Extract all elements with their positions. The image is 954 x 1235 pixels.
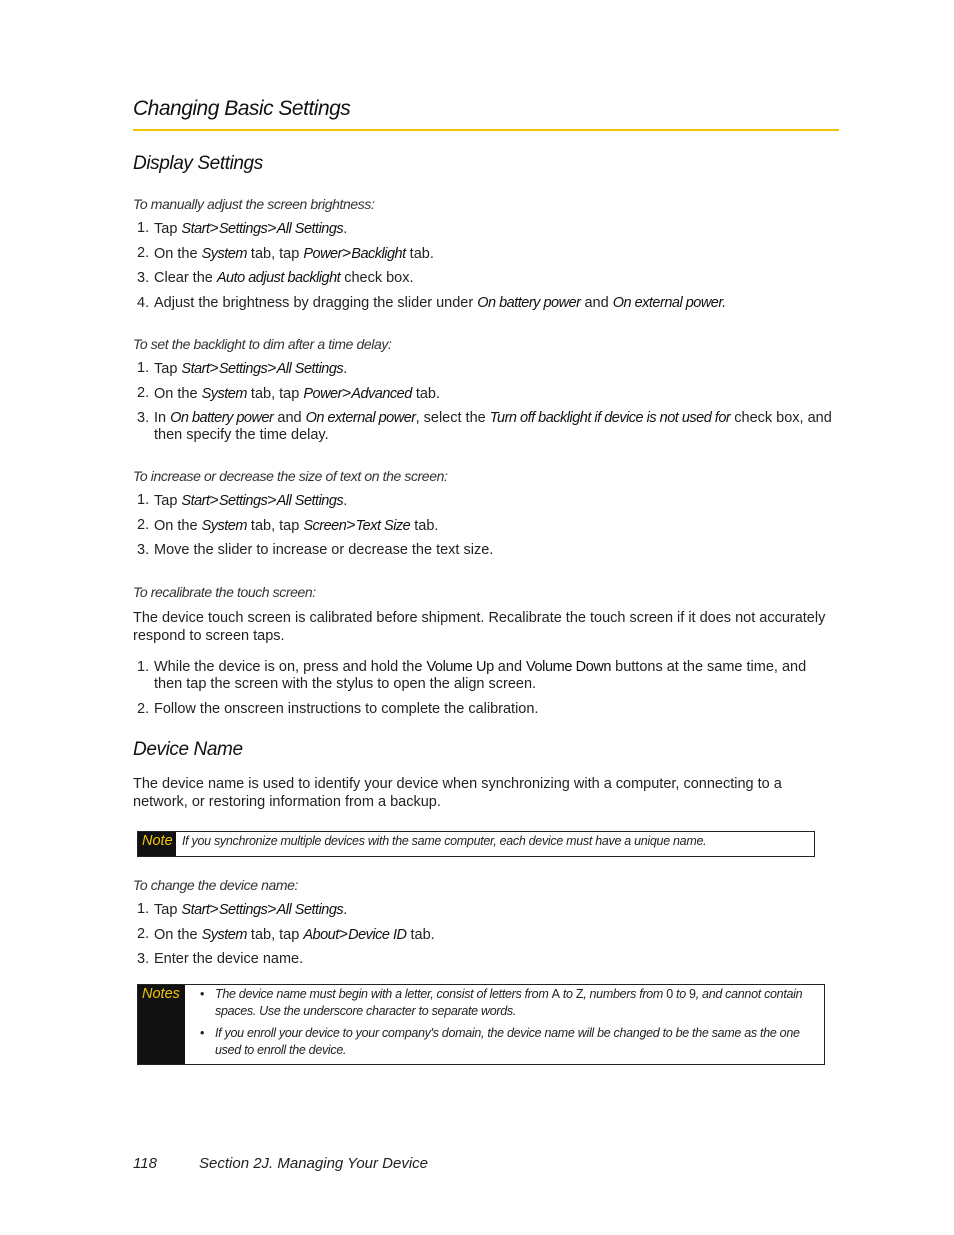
section-title: Section 2J. Managing Your Device [199, 1155, 429, 1172]
change-name-step-2: 2. On the System tab, tap About>Device ID tab. [137, 926, 435, 943]
start-menu-ref: Start [181, 221, 210, 237]
notes-box [137, 984, 825, 1065]
device-name-heading: Device Name [133, 739, 243, 760]
recalibrate-step-1: 1. While the device is on, press and hold the Volume Up and Volume Down buttons at the same time, and then tap the screen with the stylus to open the align screen. [137, 659, 807, 692]
recalibrate-paragraph: The device touch screen is calibrated before shipment. Recalibrate the touch screen if it does not accurately respond to screen taps. [133, 610, 826, 644]
brightness-step-2: 2. On the System tab, tap Power>Backlight tab. [137, 245, 434, 262]
note-box [137, 831, 815, 857]
recalibrate-step-2: 2. Follow the onscreen instructions to complete the calibration. [137, 701, 539, 717]
textsize-procedure-title: To increase or decrease the size of text on the screen: [133, 468, 448, 484]
textsize-step-3: 3. Move the slider to increase or decrease the text size. [137, 542, 494, 558]
brightness-step-1: 1. Tap Start>Settings>All Settings. [137, 220, 348, 237]
textsize-step-1: 1. Tap Start>Settings>All Settings. [137, 492, 348, 509]
brightness-step-4: 4. Adjust the brightness by dragging the slider under On battery power and On external power. [137, 295, 726, 311]
title-rule [133, 129, 839, 131]
recalibrate-procedure-title: To recalibrate the touch screen: [133, 584, 316, 600]
notes-bullet-1: • The device name must begin with a letter, consist of letters from A to Z, numbers from 0 to 9, and cannot contain spaces. Use the underscore character to separate words. [200, 987, 803, 1018]
display-settings-heading: Display Settings [133, 153, 263, 174]
notes-label: Notes [138, 985, 185, 1064]
notes-bullet-2: • If you enroll your device to your company's domain, the device name will be changed to be the same as the one used to enroll the device. [200, 1026, 800, 1057]
backlight-step-3: 3. In On battery power and On external power, select the Turn off backlight if device is not used for check box, and then specify the time delay. [137, 410, 832, 443]
textsize-step-2: 2. On the System tab, tap Screen>Text Size tab. [137, 517, 439, 534]
brightness-procedure-title: To manually adjust the screen brightness: [133, 196, 375, 212]
change-name-step-1: 1. Tap Start>Settings>All Settings. [137, 901, 348, 918]
note-label: Note [138, 832, 176, 856]
change-name-procedure-title: To change the device name: [133, 877, 298, 893]
page-number: 118 [133, 1155, 157, 1172]
notes-body [185, 985, 824, 1064]
backlight-step-2: 2. On the System tab, tap Power>Advanced tab. [137, 385, 441, 402]
page-title: Changing Basic Settings [133, 97, 351, 120]
device-name-paragraph: The device name is used to identify your device when synchronizing with a computer, connecting to a network, or restoring information from a backup. [133, 776, 782, 810]
backlight-step-1: 1. Tap Start>Settings>All Settings. [137, 360, 348, 377]
change-name-step-3: 3. Enter the device name. [137, 951, 304, 967]
backlight-procedure-title: To set the backlight to dim after a time delay: [133, 336, 392, 352]
brightness-step-3: 3. Clear the Auto adjust backlight check box. [137, 270, 414, 286]
note-text: If you synchronize multiple devices with the same computer, each device must have a unique name. [182, 834, 707, 848]
